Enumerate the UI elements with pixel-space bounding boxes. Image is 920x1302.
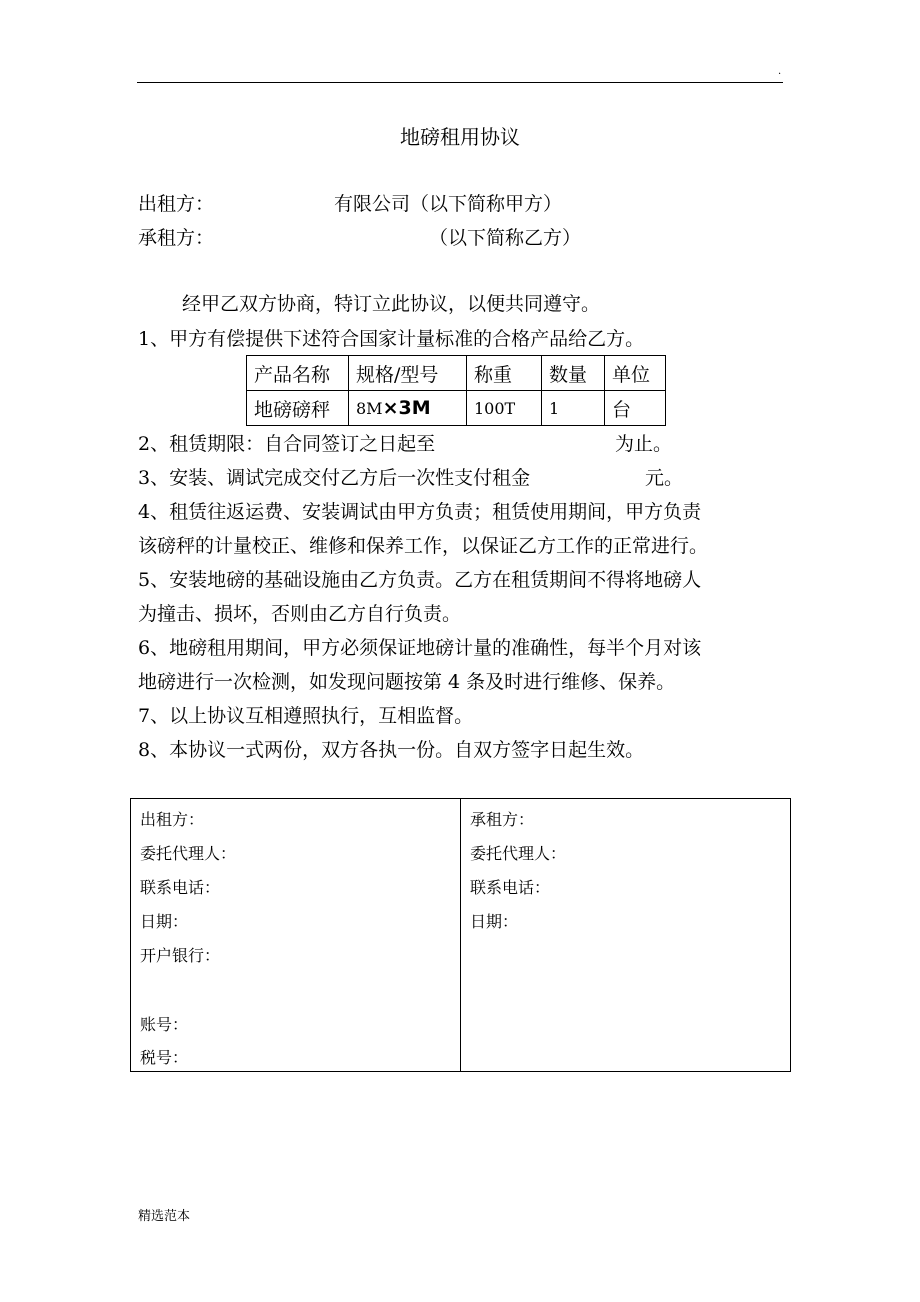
header-cell-name: 产品名称	[247, 356, 349, 391]
cell-weight: 100T	[467, 391, 542, 426]
page-footer: 精选范本	[138, 1209, 191, 1224]
clause-6-line-1: 6、地磅租用期间，甲方必须保证地磅计量的准确性，每半个月对该	[138, 637, 702, 659]
table-header-row	[247, 356, 666, 391]
header-rule	[137, 82, 783, 83]
clause-3: 3、安装、调试完成交付乙方后一次性支付租金	[138, 467, 531, 489]
cell-unit: 台	[605, 391, 666, 426]
lessee-label: 承租方：	[138, 227, 215, 249]
clause-5-line-2: 为撞击、损坏，否则由乙方自行负责。	[138, 603, 462, 625]
sign-date-right: 日期：	[470, 912, 519, 931]
clause-5-line-1: 5、安装地磅的基础设施由乙方负责。乙方在租赁期间不得将地磅人	[138, 569, 702, 591]
table-row	[247, 391, 666, 426]
clause-7: 7、以上协议互相遵照执行，互相监督。	[138, 705, 474, 727]
header-cell-unit: 单位	[605, 356, 666, 391]
sign-phone-left: 联系电话：	[140, 878, 221, 897]
clause-1: 1、甲方有偿提供下述符合国家计量标准的合格产品给乙方。	[138, 328, 645, 350]
sign-phone-right: 联系电话：	[470, 878, 551, 897]
clause-3-end: 元。	[645, 467, 684, 489]
cell-quantity: 1	[542, 391, 605, 426]
clause-4-line-1: 4、租赁往返运费、安装调试由甲方负责；租赁使用期间，甲方负责	[138, 501, 702, 523]
spec-suffix: ×3M	[382, 397, 431, 419]
cell-product-name: 地磅磅秤	[247, 391, 349, 426]
sign-agent-right: 委托代理人：	[470, 844, 567, 863]
sign-lessor: 出租方：	[140, 810, 205, 829]
clause-4-line-2: 该磅秤的计量校正、维修和保养工作，以保证乙方工作的正常进行。	[138, 535, 709, 557]
sign-bank: 开户银行：	[140, 946, 221, 965]
signature-box	[130, 798, 791, 1072]
header-cell-weight: 称重	[467, 356, 542, 391]
sign-lessee: 承租方：	[470, 810, 535, 829]
clause-6-line-2: 地磅进行一次检测，如发现问题按第 4 条及时进行维修、保养。	[138, 671, 676, 693]
lessor-suffix: 有限公司（以下简称甲方）	[334, 193, 563, 215]
product-table	[246, 355, 666, 426]
document-title: 地磅租用协议	[400, 125, 520, 149]
header-dot: .	[778, 66, 782, 77]
lessor-label: 出租方：	[138, 193, 215, 215]
sign-date-left: 日期：	[140, 912, 189, 931]
lessee-suffix: （以下简称乙方）	[429, 227, 582, 249]
sign-tax-id: 税号：	[140, 1048, 189, 1067]
clause-2-end: 为止。	[615, 433, 673, 455]
sign-agent-left: 委托代理人：	[140, 844, 237, 863]
intro-paragraph: 经甲乙双方协商，特订立此协议，以便共同遵守。	[182, 293, 601, 315]
header-cell-quantity: 数量	[542, 356, 605, 391]
spec-prefix: 8M	[356, 399, 383, 418]
clause-2: 2、租赁期限：自合同签订之日起至	[138, 433, 436, 455]
cell-spec	[349, 391, 467, 426]
signature-divider	[460, 799, 461, 1071]
sign-account: 账号：	[140, 1015, 189, 1034]
clause-8: 8、本协议一式两份，双方各执一份。自双方签字日起生效。	[138, 739, 645, 761]
header-cell-spec: 规格/型号	[349, 356, 467, 391]
